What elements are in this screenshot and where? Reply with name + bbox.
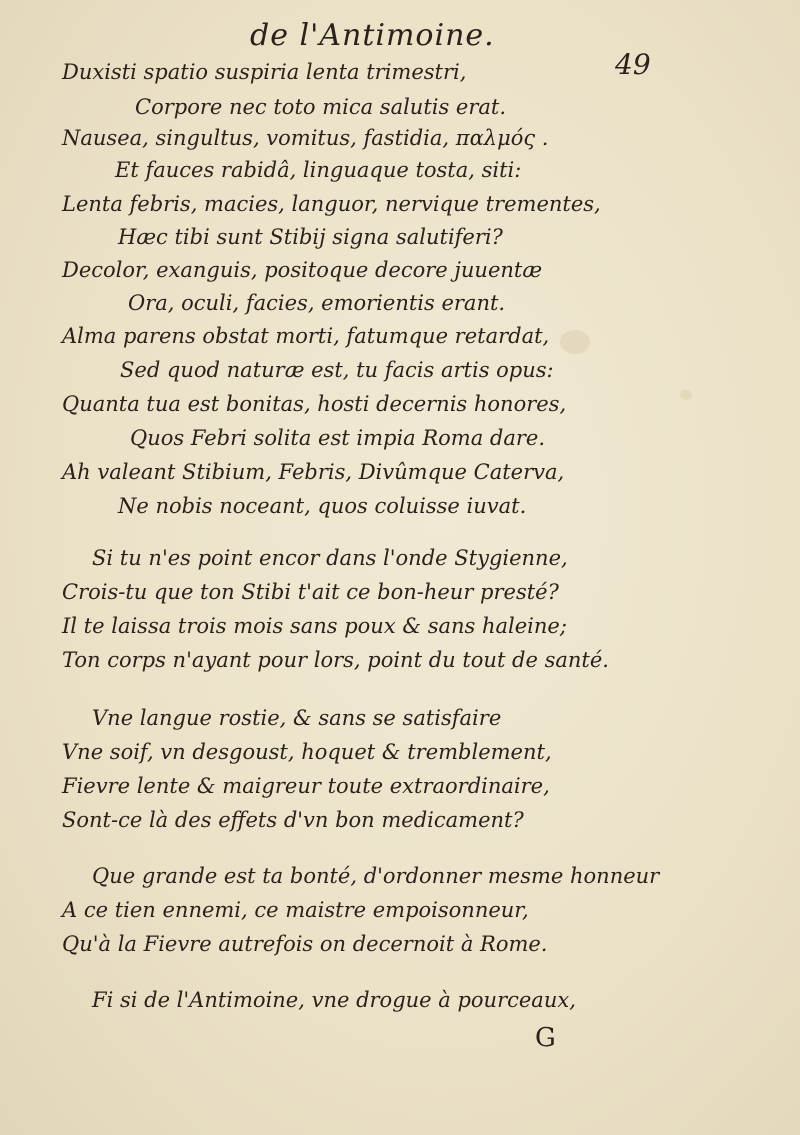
page-number: 49 bbox=[615, 48, 651, 81]
latin-line: Decolor, exanguis, positoque decore juuentæ bbox=[62, 258, 543, 282]
latin-line: Lenta febris, macies, languor, nervique trementes, bbox=[62, 192, 601, 216]
latin-line: Sed quod naturæ est, tu facis artis opus: bbox=[120, 358, 554, 382]
verse-line: Vne langue rostie, & sans se satisfaire bbox=[92, 706, 502, 730]
verse-line: Qu'à la Fievre autrefois on decernoit à Rome. bbox=[62, 932, 548, 956]
latin-line: Quos Febri solita est impia Roma dare. bbox=[130, 426, 546, 450]
verse-line: Fievre lente & maigreur toute extraordinaire, bbox=[62, 774, 550, 798]
paper-stain bbox=[560, 330, 590, 354]
verse-line: Vne soif, vn desgoust, hoquet & tremblement, bbox=[62, 740, 552, 764]
latin-line: Quanta tua est bonitas, hosti decernis honores, bbox=[62, 392, 567, 416]
signature-mark: G bbox=[535, 1023, 556, 1053]
verse-line: Si tu n'es point encor dans l'onde Stygienne, bbox=[92, 546, 568, 570]
latin-line: Nausea, singultus, vomitus, fastidia, παλμός . bbox=[62, 126, 549, 150]
verse-line: Sont-ce là des effets d'vn bon medicament? bbox=[62, 808, 524, 832]
latin-line: Duxisti spatio suspiria lenta trimestri, bbox=[62, 60, 467, 84]
verse-line: Crois-tu que ton Stibi t'ait ce bon-heur presté? bbox=[62, 580, 559, 604]
catchline: Fi si de l'Antimoine, vne drogue à pourceaux, bbox=[92, 988, 576, 1012]
paper-stain bbox=[680, 390, 692, 400]
latin-line: Et fauces rabidâ, linguaque tosta, siti: bbox=[115, 158, 522, 182]
verse-line: Que grande est ta bonté, d'ordonner mesme honneur bbox=[92, 864, 660, 888]
verse-line: Ton corps n'ayant pour lors, point du tout de santé. bbox=[62, 648, 609, 672]
verse-line: Il te laissa trois mois sans poux & sans haleine; bbox=[62, 614, 567, 638]
running-head: de l'Antimoine. bbox=[250, 18, 495, 53]
latin-line: Alma parens obstat morti, fatumque retardat, bbox=[62, 324, 550, 348]
latin-line: Ora, oculi, facies, emorientis erant. bbox=[128, 291, 506, 315]
latin-line: Ah valeant Stibium, Febris, Divûmque Caterva, bbox=[62, 460, 565, 484]
verse-line: A ce tien ennemi, ce maistre empoisonneur, bbox=[62, 898, 529, 922]
latin-line: Hæc tibi sunt Stibij signa salutiferi? bbox=[118, 225, 503, 249]
latin-line: Ne nobis noceant, quos coluisse iuvat. bbox=[118, 494, 527, 518]
latin-line: Corpore nec toto mica salutis erat. bbox=[135, 95, 507, 119]
